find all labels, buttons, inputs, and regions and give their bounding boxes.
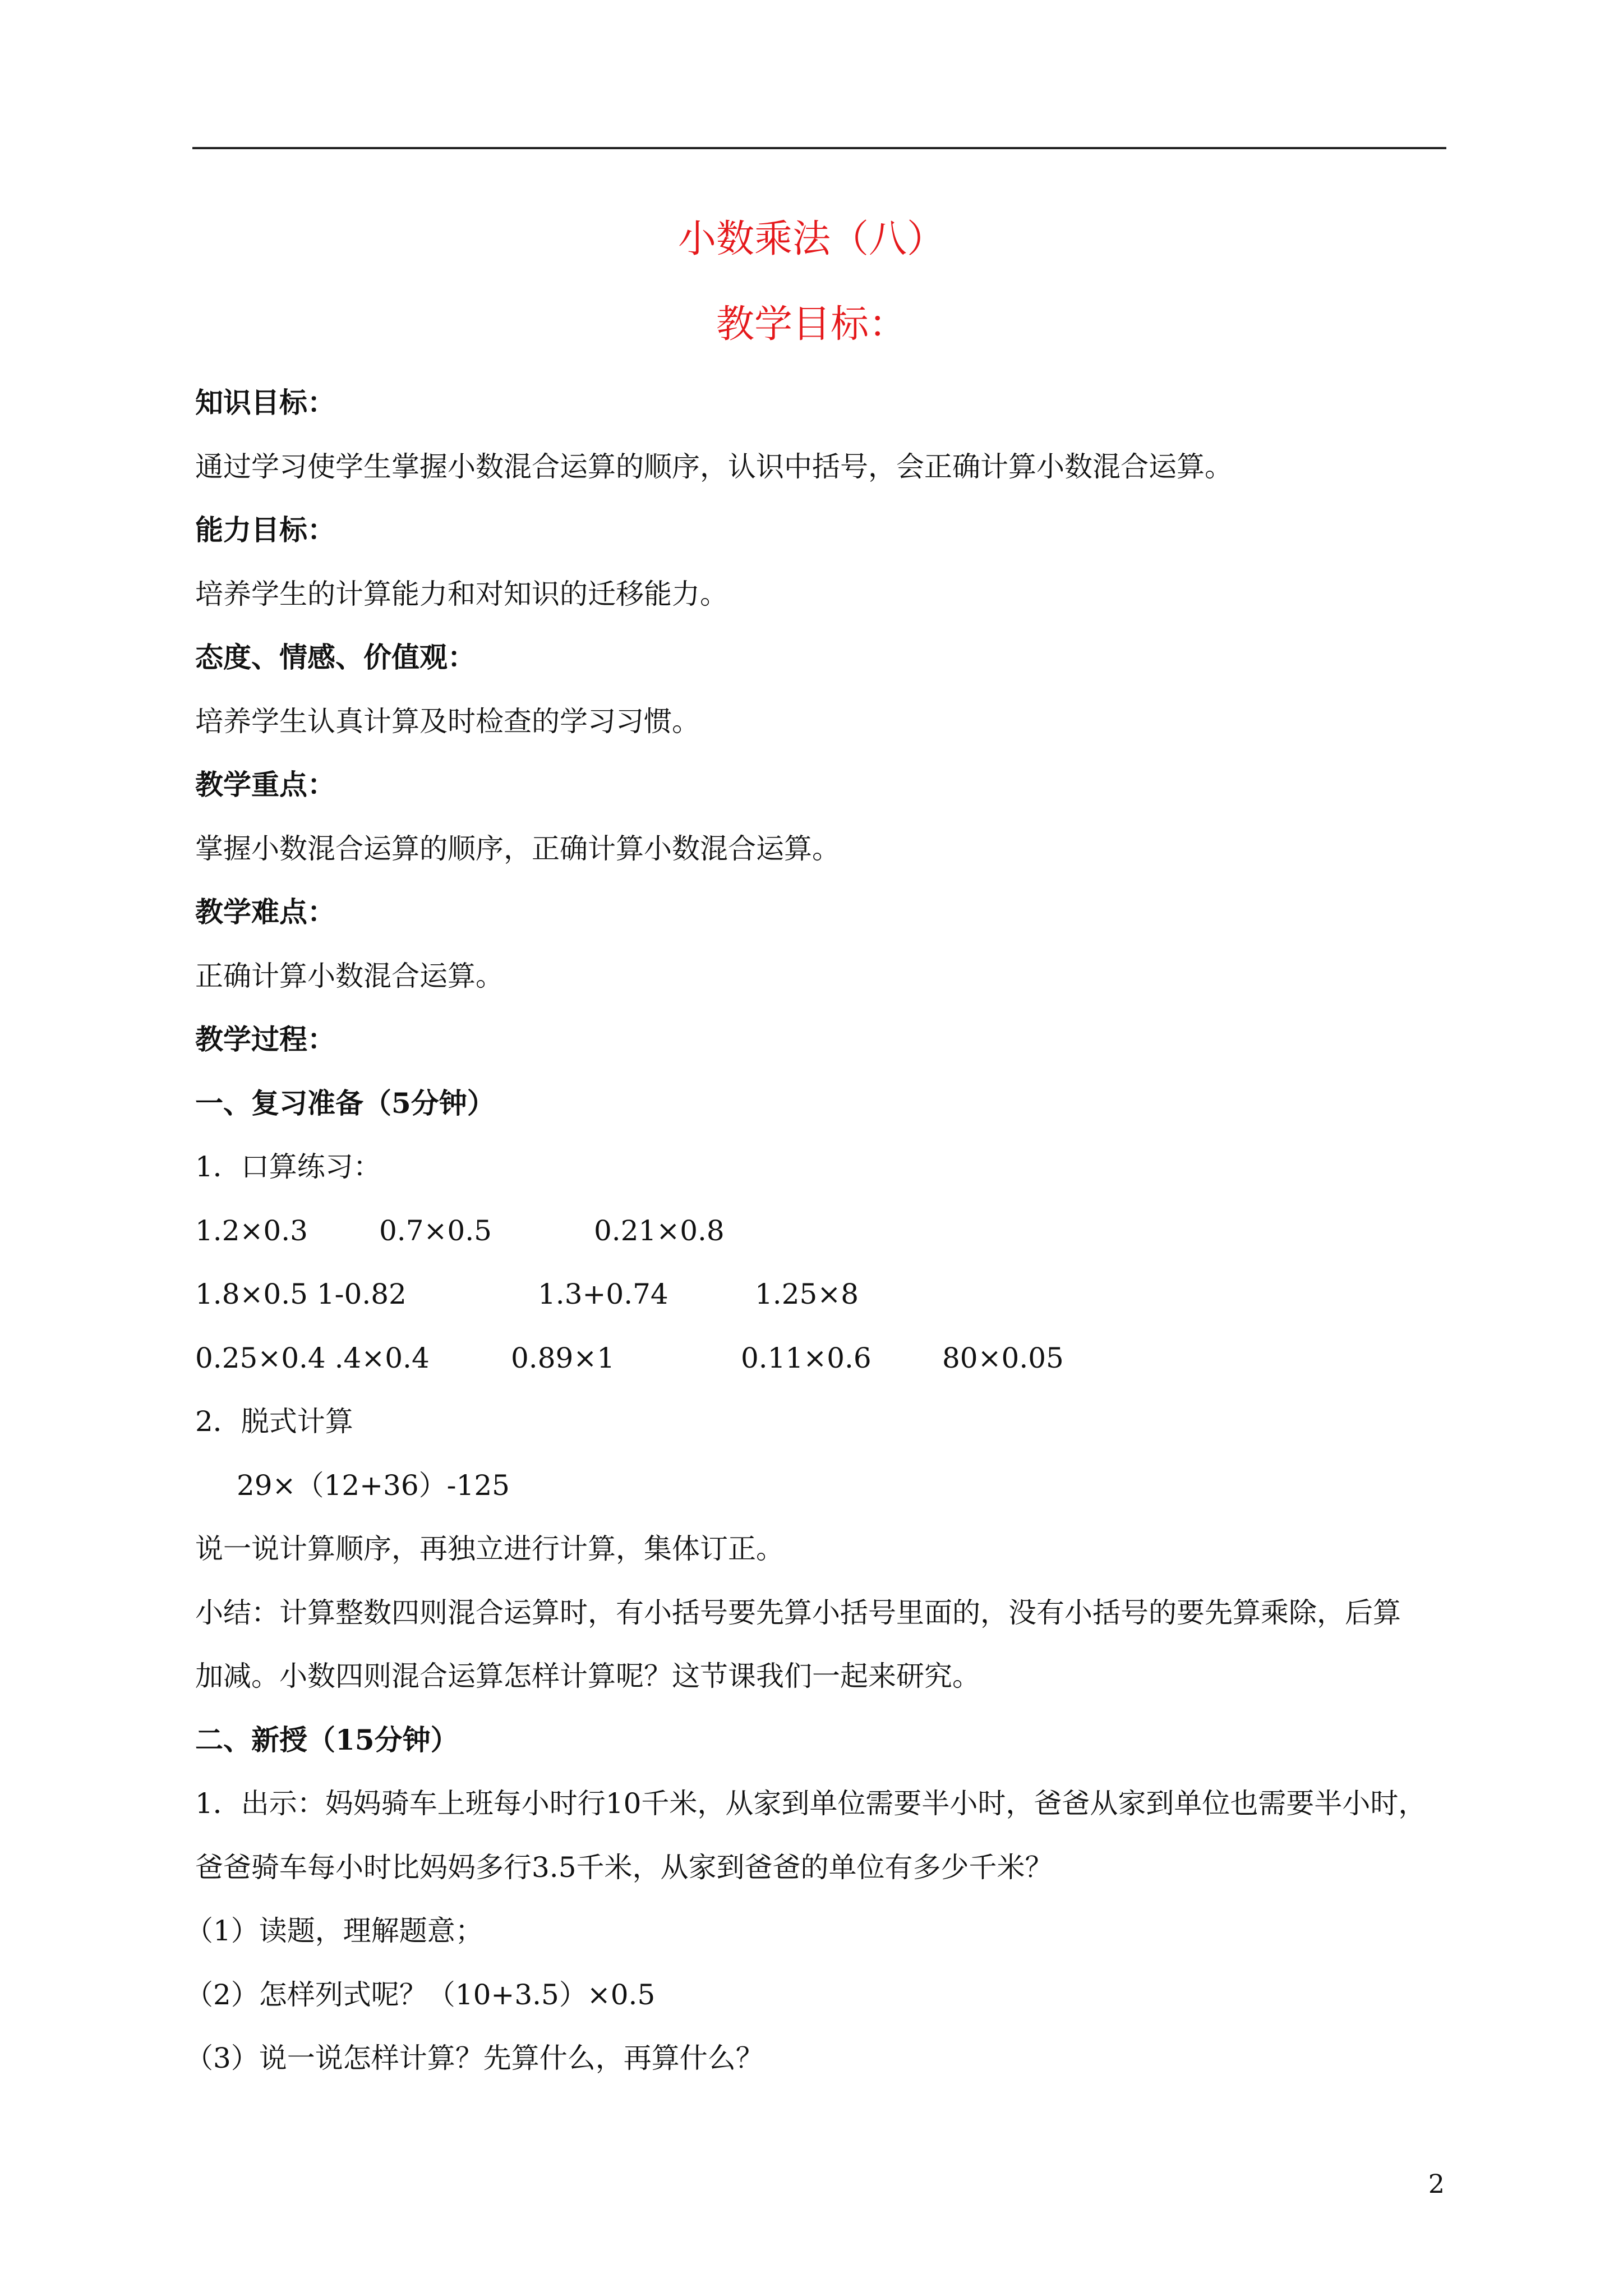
teaching-goals-heading: 教学目标： xyxy=(716,302,907,347)
summary-line-2: 加减。小数四则混合运算怎样计算呢？这节课我们一起来研究。 xyxy=(195,1660,980,1692)
header-rule xyxy=(192,147,1446,149)
step-1: （1）读题，理解题意； xyxy=(185,1915,483,1947)
part1-heading: 一、复习准备（5分钟） xyxy=(195,1087,495,1120)
written-calc-label: 2．脱式计算 xyxy=(195,1405,353,1438)
difficulty-text: 正确计算小数混合运算。 xyxy=(195,960,504,992)
problem-line-1: 1．出示：妈妈骑车上班每小时行10千米，从家到单位需要半小时，爸爸从家到单位也需要半小时， xyxy=(195,1787,1427,1820)
page-number: 2 xyxy=(1428,2169,1445,2199)
step-2: （2）怎样列式呢？（10+3.5）×0.5 xyxy=(185,1978,656,2011)
knowledge-heading: 知识目标： xyxy=(195,386,335,419)
oral-practice-label: 1．口算练习： xyxy=(195,1151,381,1183)
problem-line-2: 爸爸骑车每小时比妈妈多行3.5千米，从家到爸爸的单位有多少千米？ xyxy=(195,1851,1053,1884)
oral-exercise: 0.11×0.6 xyxy=(741,1342,872,1374)
difficulty-heading: 教学难点： xyxy=(195,895,335,928)
oral-exercise: 0.89×1 xyxy=(511,1342,615,1374)
attitude-heading: 态度、情感、价值观： xyxy=(195,641,476,674)
oral-exercise: 80×0.05 xyxy=(942,1342,1064,1374)
oral-exercise: 0.21×0.8 xyxy=(594,1214,725,1247)
ability-text: 培养学生的计算能力和对知识的迁移能力。 xyxy=(195,578,728,610)
oral-exercise: 1.3+0.74 xyxy=(538,1278,668,1310)
say-order-text: 说一说计算顺序，再独立进行计算，集体订正。 xyxy=(195,1533,784,1565)
written-calc-expression: 29×（12+36）-125 xyxy=(237,1469,510,1502)
ability-heading: 能力目标： xyxy=(195,513,335,546)
part2-heading: 二、新授（15分钟） xyxy=(195,1723,459,1756)
oral-exercise: 1.8×0.5 1-0.82 xyxy=(195,1278,407,1310)
summary-line-1: 小结：计算整数四则混合运算时，有小括号要先算小括号里面的，没有小括号的要先算乘除，后算 xyxy=(195,1596,1401,1629)
knowledge-text: 通过学习使学生掌握小数混合运算的顺序，认识中括号，会正确计算小数混合运算。 xyxy=(195,450,1233,483)
oral-exercise: 1.25×8 xyxy=(755,1278,859,1310)
process-heading: 教学过程： xyxy=(195,1023,335,1056)
oral-exercise: 0.7×0.5 xyxy=(379,1214,492,1247)
attitude-text: 培养学生认真计算及时检查的学习习惯。 xyxy=(195,705,700,738)
step-3: （3）说一说怎样计算？先算什么，再算什么？ xyxy=(185,2042,764,2074)
page-title: 小数乘法（八） xyxy=(677,217,945,261)
oral-exercise: 1.2×0.3 xyxy=(195,1214,308,1247)
key-heading: 教学重点： xyxy=(195,768,335,801)
oral-exercise: 0.25×0.4 .4×0.4 xyxy=(195,1342,430,1374)
key-text: 掌握小数混合运算的顺序，正确计算小数混合运算。 xyxy=(195,832,840,865)
